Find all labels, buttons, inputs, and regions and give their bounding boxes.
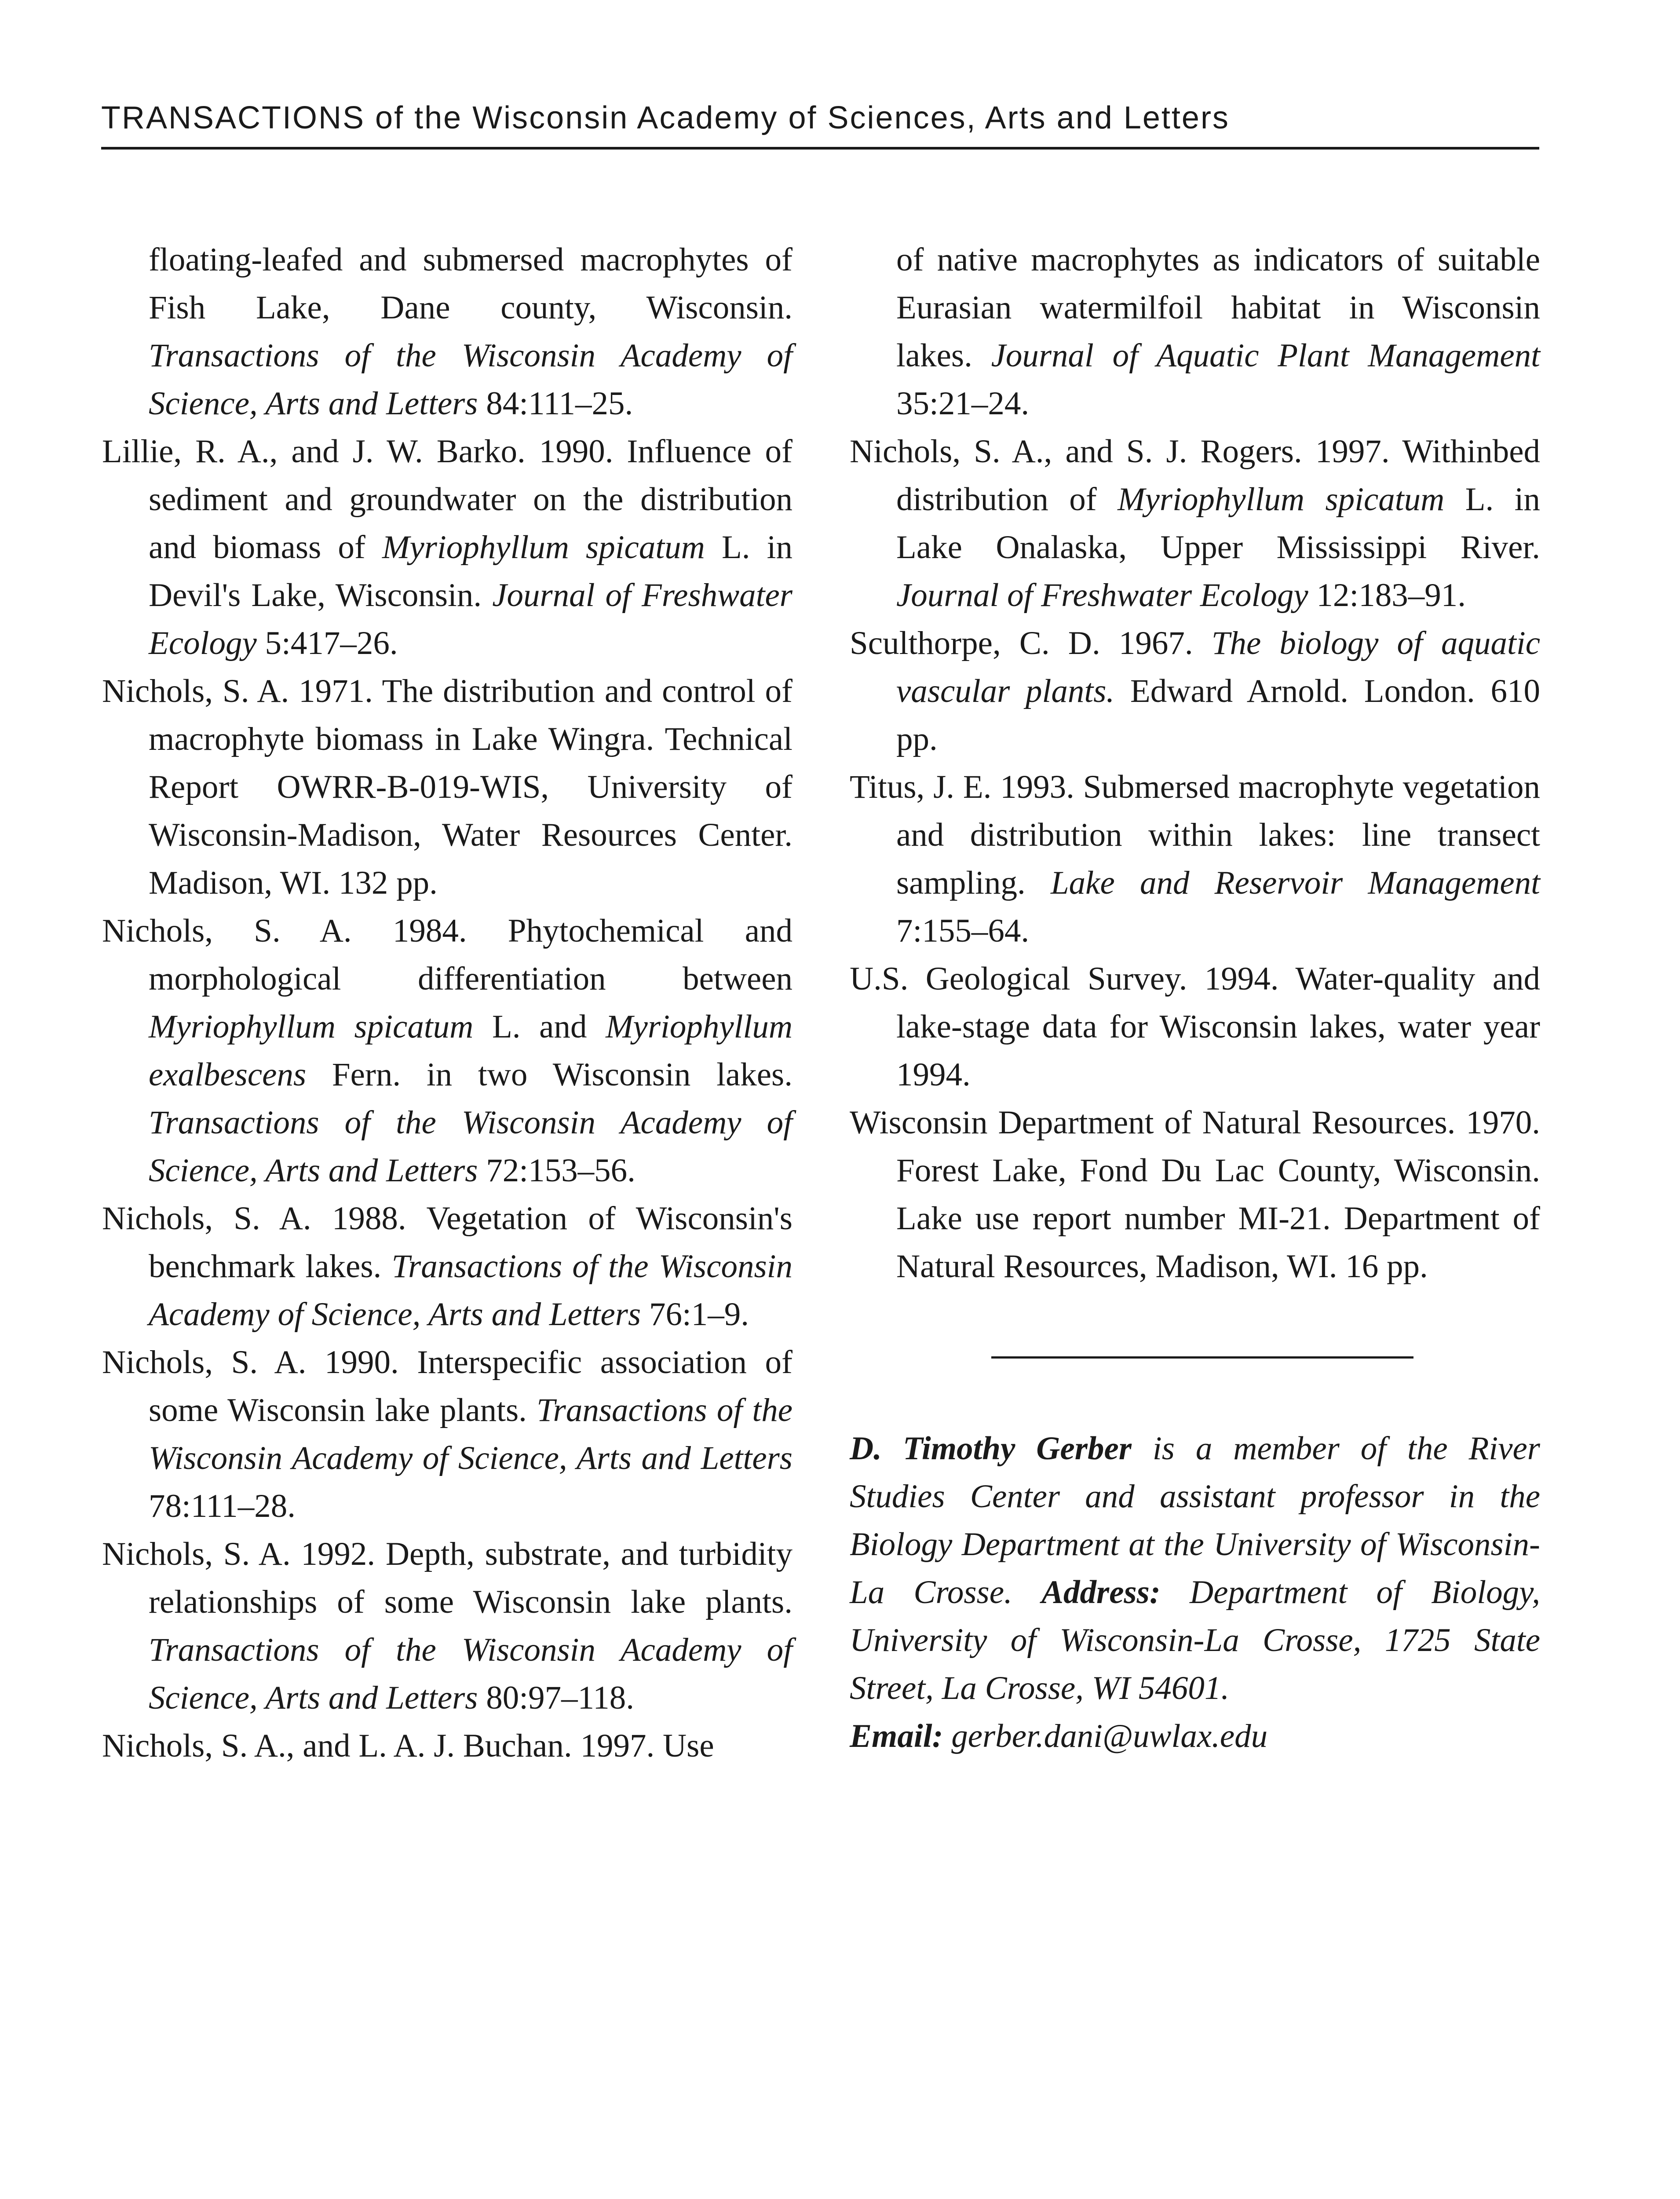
reference-text: Nichols, S. A. 1971. The distribution and control of macrophyte biomass in Lake Wingra. Technical Report OWRR-B-019-WIS, University of Wisconsin-Madison, Water Resources Center. Madison, WI. 132 pp. [102,673,793,901]
reference-citation: 80:97–118. [478,1680,635,1716]
reference-journal: Transactions of the Wisconsin Academy of Science, Arts and Letters [149,1248,793,1333]
reference-citation: 5:417–26. [256,625,398,661]
reference-citation: Edward Arnold. London. 610 pp. [896,673,1541,757]
address-label: Address: [1041,1574,1161,1611]
reference-citation: 78:111–28. [149,1488,296,1524]
reference-journal: Journal of Freshwater Ecology [149,577,793,661]
reference-entry [850,955,1540,1099]
reference-text: Nichols, S. A., and L. A. J. Buchan. 1997. Use [102,1728,714,1764]
header-rule [101,147,1539,150]
reference-journal: Transactions of the Wisconsin Academy of Science, Arts and Letters [149,1104,793,1189]
reference-entry [850,619,1540,763]
author-description: is a member of the River Studies Center and assistant professor in the Biology Department at the University of Wisconsin-La Crosse. [850,1430,1540,1611]
reference-text: Sculthorpe, C. D. 1967. [850,625,1212,661]
reference-text: Nichols, S. A. 1984. Phytochemical and morphological differentiation between [102,913,793,997]
section-divider [991,1356,1413,1359]
reference-entry [102,1530,793,1722]
reference-citation: 76:1–9. [641,1296,749,1333]
reference-entry [850,763,1540,955]
reference-text: Nichols, S. A. 1992. Depth, substrate, and turbidity relationships of some Wisconsin lake plants. [102,1536,793,1620]
email-label: Email: [850,1718,943,1754]
reference-entry [102,1338,793,1530]
reference-citation: 84:111–25. [478,385,633,422]
reference-text: Nichols, S. A., and S. J. Rogers. 1997. Withinbed distribution of [850,433,1540,518]
reference-entry [102,236,793,427]
reference-species: Myriophyllum spicatum [382,529,705,566]
reference-citation: 72:153–56. [478,1152,635,1189]
reference-text: U.S. Geological Survey. 1994. Water-quality and lake-stage data for Wisconsin lakes, water year 1994. [850,961,1540,1093]
reference-text: Titus, J. E. 1993. Submersed macrophyte vegetation and distribution within lakes: line transect sampling. [850,769,1540,901]
author-bio [850,1425,1540,1760]
reference-journal: The biology of aquatic vascular plants. [896,625,1540,709]
reference-species: Myriophyllum spicatum [1118,481,1445,518]
reference-text: Lillie, R. A., and J. W. Barko. 1990. Influence of sediment and groundwater on the distribution and biomass of [102,433,793,566]
reference-citation: 12:183–91. [1308,577,1466,614]
reference-entry [102,907,793,1194]
reference-citation: 7:155–64. [896,913,1030,949]
reference-text: L. and [473,1008,606,1045]
reference-entry [850,1099,1540,1290]
reference-journal: Journal of Freshwater Ecology [896,577,1308,614]
author-name: D. Timothy Gerber [850,1430,1132,1467]
reference-journal: Journal of Aquatic Plant Management [991,337,1540,374]
author-address: Department of Biology, University of Wisconsin-La Crosse, 1725 State Street, La Crosse, WI 54601. [850,1574,1540,1706]
reference-entry [850,236,1540,427]
author-email: gerber.dani@uwlax.edu [943,1718,1268,1754]
reference-text: L. in Devil's Lake, Wisconsin. [149,529,793,614]
reference-entry [102,1722,793,1770]
reference-journal: Transactions of the Wisconsin Academy of Science, Arts and Letters [149,1392,793,1476]
reference-text: Wisconsin Department of Natural Resources. 1970. Forest Lake, Fond Du Lac County, Wisconsin. Lake use report number MI-21. Department of Natural Resources, Madison, WI. 16 pp. [850,1104,1540,1285]
reference-journal: Transactions of the Wisconsin Academy of Science, Arts and Letters [149,1632,793,1716]
reference-citation: 35:21–24. [896,385,1030,422]
reference-text: Nichols, S. A. 1988. Vegetation of Wisconsin's benchmark lakes. [102,1200,793,1285]
reference-journal: Transactions of the Wisconsin Academy of Science, Arts and Letters [149,337,793,422]
reference-text: floating-leafed and submersed macrophytes of Fish Lake, Dane county, Wisconsin. [149,241,793,326]
right-column [850,236,1540,1793]
reference-species: Myriophyllum spicatum [149,1008,474,1045]
reference-text: L. in Lake Onalaska, Upper Mississippi River. [896,481,1540,566]
reference-text: Fern. in two Wisconsin lakes. [306,1056,793,1093]
reference-entry [102,667,793,907]
reference-species: Myriophyllum exalbescens [149,1008,793,1093]
running-head: TRANSACTIONS of the Wisconsin Academy of Sciences, Arts and Letters [101,100,1230,135]
reference-entry [102,1194,793,1338]
reference-entry [102,427,793,667]
reference-text: Nichols, S. A. 1990. Interspecific association of some Wisconsin lake plants. [102,1344,793,1428]
reference-text: of native macrophytes as indicators of suitable Eurasian watermilfoil habitat in Wisconsin lakes. [896,241,1540,374]
left-column [102,236,793,1770]
reference-journal: Lake and Reservoir Management [1050,865,1540,901]
reference-entry [850,427,1540,619]
